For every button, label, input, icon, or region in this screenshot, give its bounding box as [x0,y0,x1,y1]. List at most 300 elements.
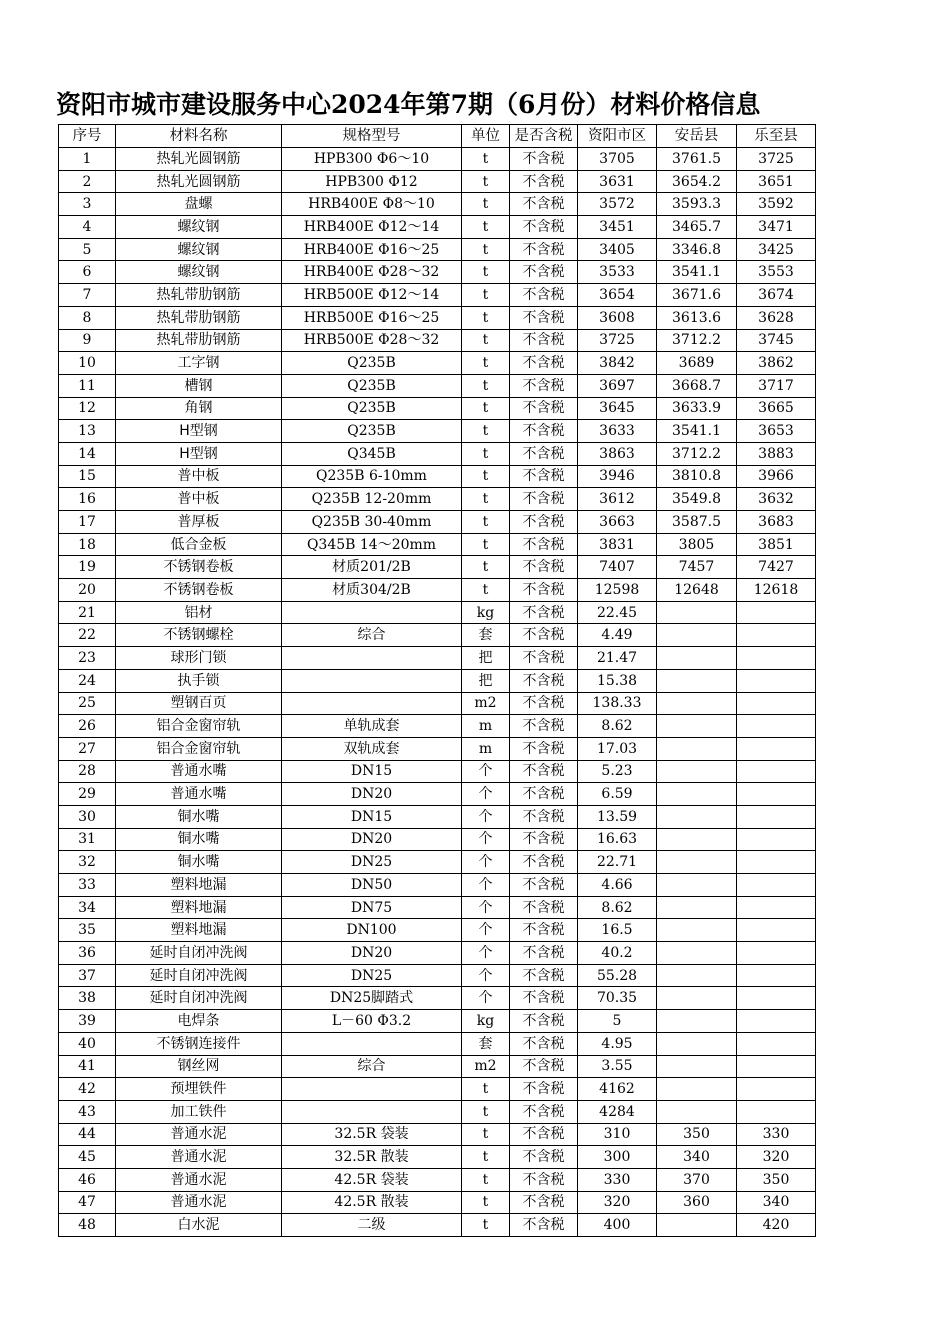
table-row [59,692,816,715]
cell-lezhi-price [737,783,816,806]
cell-lezhi-price: 330 [737,1123,816,1146]
table-row [59,715,816,738]
cell-ziyang-price: 8.62 [578,896,657,919]
cell-material-name: 铜水嘴 [116,805,282,828]
cell-anyue-price [657,1214,737,1237]
cell-ziyang-price: 7407 [578,556,657,579]
cell-ziyang-price: 3645 [578,397,657,420]
cell-spec: Q235B [282,374,462,397]
cell-spec: Q235B [282,352,462,375]
cell-unit: t [462,397,510,420]
table-row [59,1055,816,1078]
cell-tax: 不含税 [510,828,578,851]
cell-index: 25 [59,692,116,715]
cell-tax: 不含税 [510,511,578,534]
cell-anyue-price: 3805 [657,533,737,556]
table-row [59,1146,816,1169]
cell-ziyang-price: 400 [578,1214,657,1237]
table-row [59,1191,816,1214]
cell-unit: 套 [462,1032,510,1055]
cell-tax: 不含税 [510,624,578,647]
cell-material-name: 普通水泥 [116,1123,282,1146]
cell-unit: 个 [462,942,510,965]
cell-unit: t [462,193,510,216]
cell-anyue-price [657,828,737,851]
table-row [59,828,816,851]
table-row [59,874,816,897]
cell-anyue-price [657,1032,737,1055]
cell-material-name: 普中板 [116,488,282,511]
cell-ziyang-price: 3612 [578,488,657,511]
cell-tax: 不含税 [510,715,578,738]
table-row [59,420,816,443]
cell-lezhi-price: 3966 [737,465,816,488]
cell-material-name: 普通水泥 [116,1168,282,1191]
cell-spec: HRB400E Φ8～10 [282,193,462,216]
table-row [59,374,816,397]
cell-tax: 不含税 [510,874,578,897]
cell-index: 17 [59,511,116,534]
table-row [59,533,816,556]
cell-lezhi-price: 350 [737,1168,816,1191]
cell-index: 32 [59,851,116,874]
header-index: 序号 [59,125,116,148]
cell-ziyang-price: 70.35 [578,987,657,1010]
cell-tax: 不含税 [510,533,578,556]
table-row [59,760,816,783]
cell-index: 34 [59,896,116,919]
cell-tax: 不含税 [510,148,578,171]
cell-unit: t [462,533,510,556]
cell-index: 36 [59,942,116,965]
cell-material-name: 热轧带肋钢筋 [116,329,282,352]
cell-material-name: 塑钢百页 [116,692,282,715]
cell-ziyang-price: 22.71 [578,851,657,874]
cell-anyue-price: 7457 [657,556,737,579]
cell-index: 48 [59,1214,116,1237]
cell-tax: 不含税 [510,374,578,397]
cell-unit: t [462,1168,510,1191]
cell-tax: 不含税 [510,805,578,828]
cell-index: 43 [59,1100,116,1123]
table-row [59,624,816,647]
cell-tax: 不含税 [510,329,578,352]
cell-anyue-price: 3541.1 [657,261,737,284]
cell-lezhi-price [737,987,816,1010]
cell-lezhi-price [737,760,816,783]
cell-index: 7 [59,284,116,307]
header-anyue-price: 安岳县 [657,125,737,148]
cell-anyue-price: 3810.8 [657,465,737,488]
cell-lezhi-price: 3632 [737,488,816,511]
cell-anyue-price [657,1010,737,1033]
cell-anyue-price: 3593.3 [657,193,737,216]
header-lezhi-price: 乐至县 [737,125,816,148]
cell-index: 40 [59,1032,116,1055]
cell-tax: 不含税 [510,896,578,919]
cell-spec: DN25脚踏式 [282,987,462,1010]
cell-material-name: H型钢 [116,442,282,465]
cell-spec: DN25 [282,851,462,874]
cell-ziyang-price: 3725 [578,329,657,352]
table-row [59,1100,816,1123]
cell-lezhi-price [737,896,816,919]
cell-spec: DN100 [282,919,462,942]
cell-tax: 不含税 [510,465,578,488]
table-row [59,964,816,987]
cell-index: 38 [59,987,116,1010]
table-row [59,1214,816,1237]
cell-spec: DN15 [282,805,462,828]
cell-anyue-price [657,601,737,624]
cell-material-name: 螺纹钢 [116,261,282,284]
cell-material-name: 铜水嘴 [116,828,282,851]
cell-unit: kg [462,601,510,624]
table-row [59,737,816,760]
cell-lezhi-price [737,1078,816,1101]
table-row [59,919,816,942]
cell-spec: 单轨成套 [282,715,462,738]
cell-spec: DN50 [282,874,462,897]
cell-material-name: 热轧带肋钢筋 [116,284,282,307]
cell-unit: t [462,1214,510,1237]
cell-tax: 不含税 [510,284,578,307]
cell-tax: 不含税 [510,1100,578,1123]
cell-index: 30 [59,805,116,828]
cell-unit: 个 [462,964,510,987]
table-row [59,556,816,579]
cell-index: 22 [59,624,116,647]
cell-index: 37 [59,964,116,987]
cell-ziyang-price: 3842 [578,352,657,375]
cell-lezhi-price: 3653 [737,420,816,443]
cell-spec: L－60 Φ3.2 [282,1010,462,1033]
cell-index: 41 [59,1055,116,1078]
cell-material-name: 普通水嘴 [116,783,282,806]
table-row [59,170,816,193]
cell-index: 44 [59,1123,116,1146]
cell-anyue-price: 3668.7 [657,374,737,397]
cell-spec: DN25 [282,964,462,987]
cell-lezhi-price [737,647,816,670]
cell-lezhi-price: 3683 [737,511,816,534]
cell-index: 8 [59,306,116,329]
cell-material-name: 白水泥 [116,1214,282,1237]
cell-ziyang-price: 4.66 [578,874,657,897]
cell-material-name: 普通水嘴 [116,760,282,783]
cell-material-name: 不锈钢卷板 [116,556,282,579]
cell-material-name: 加工铁件 [116,1100,282,1123]
cell-anyue-price: 340 [657,1146,737,1169]
cell-material-name: 不锈钢螺栓 [116,624,282,647]
cell-anyue-price: 3633.9 [657,397,737,420]
cell-spec: Q235B 30-40mm [282,511,462,534]
cell-unit: t [462,1123,510,1146]
cell-index: 42 [59,1078,116,1101]
cell-tax: 不含税 [510,987,578,1010]
cell-anyue-price: 3613.6 [657,306,737,329]
cell-index: 47 [59,1191,116,1214]
cell-tax: 不含税 [510,692,578,715]
cell-ziyang-price: 138.33 [578,692,657,715]
cell-unit: t [462,238,510,261]
cell-anyue-price [657,1078,737,1101]
cell-material-name: 不锈钢卷板 [116,579,282,602]
cell-tax: 不含税 [510,647,578,670]
cell-spec: HRB500E Φ16～25 [282,306,462,329]
cell-ziyang-price: 3.55 [578,1055,657,1078]
cell-unit: 个 [462,828,510,851]
cell-ziyang-price: 3631 [578,170,657,193]
cell-unit: t [462,1078,510,1101]
cell-material-name: 螺纹钢 [116,216,282,239]
cell-lezhi-price [737,851,816,874]
cell-unit: 个 [462,987,510,1010]
cell-lezhi-price: 3592 [737,193,816,216]
cell-ziyang-price: 310 [578,1123,657,1146]
table-row [59,148,816,171]
cell-spec [282,1100,462,1123]
cell-lezhi-price [737,942,816,965]
table-row [59,442,816,465]
cell-ziyang-price: 16.63 [578,828,657,851]
cell-tax: 不含税 [510,783,578,806]
cell-anyue-price [657,692,737,715]
cell-lezhi-price: 3851 [737,533,816,556]
cell-tax: 不含税 [510,193,578,216]
cell-material-name: 铝合金窗帘轨 [116,737,282,760]
cell-unit: 个 [462,896,510,919]
cell-tax: 不含税 [510,942,578,965]
table-row [59,1010,816,1033]
cell-tax: 不含税 [510,760,578,783]
cell-index: 12 [59,397,116,420]
cell-anyue-price [657,964,737,987]
cell-tax: 不含税 [510,488,578,511]
table-row [59,601,816,624]
cell-ziyang-price: 3633 [578,420,657,443]
cell-spec: Q235B 6-10mm [282,465,462,488]
cell-spec [282,647,462,670]
table-row [59,942,816,965]
cell-unit: 套 [462,624,510,647]
table-row [59,1032,816,1055]
cell-unit: t [462,1191,510,1214]
cell-index: 6 [59,261,116,284]
cell-lezhi-price: 3425 [737,238,816,261]
cell-ziyang-price: 3831 [578,533,657,556]
cell-anyue-price: 3712.2 [657,329,737,352]
cell-anyue-price [657,987,737,1010]
header-unit: 单位 [462,125,510,148]
cell-lezhi-price: 3628 [737,306,816,329]
cell-unit: kg [462,1010,510,1033]
cell-spec: DN15 [282,760,462,783]
cell-index: 4 [59,216,116,239]
cell-tax: 不含税 [510,851,578,874]
table-row [59,579,816,602]
cell-lezhi-price [737,669,816,692]
cell-ziyang-price: 3863 [578,442,657,465]
cell-ziyang-price: 3705 [578,148,657,171]
cell-index: 5 [59,238,116,261]
cell-index: 13 [59,420,116,443]
cell-index: 14 [59,442,116,465]
cell-ziyang-price: 13.59 [578,805,657,828]
cell-tax: 不含税 [510,306,578,329]
cell-spec: DN20 [282,828,462,851]
cell-anyue-price: 360 [657,1191,737,1214]
cell-anyue-price [657,737,737,760]
cell-index: 11 [59,374,116,397]
cell-lezhi-price: 3674 [737,284,816,307]
cell-unit: 个 [462,874,510,897]
cell-spec: HRB400E Φ28～32 [282,261,462,284]
cell-unit: 个 [462,760,510,783]
cell-ziyang-price: 3654 [578,284,657,307]
cell-anyue-price: 3549.8 [657,488,737,511]
cell-unit: t [462,284,510,307]
cell-material-name: 热轧带肋钢筋 [116,306,282,329]
cell-material-name: 塑料地漏 [116,874,282,897]
cell-material-name: 工字钢 [116,352,282,375]
cell-ziyang-price: 6.59 [578,783,657,806]
header-material-name: 材料名称 [116,125,282,148]
cell-material-name: 螺纹钢 [116,238,282,261]
cell-unit: t [462,329,510,352]
cell-ziyang-price: 4162 [578,1078,657,1101]
cell-lezhi-price: 3883 [737,442,816,465]
cell-spec: 材质304/2B [282,579,462,602]
cell-unit: 个 [462,783,510,806]
cell-unit: 个 [462,851,510,874]
cell-spec: 42.5R 袋装 [282,1168,462,1191]
cell-material-name: H型钢 [116,420,282,443]
cell-anyue-price: 3761.5 [657,148,737,171]
cell-lezhi-price: 320 [737,1146,816,1169]
cell-anyue-price [657,715,737,738]
cell-spec: 二级 [282,1214,462,1237]
cell-unit: t [462,465,510,488]
cell-anyue-price [657,760,737,783]
cell-index: 46 [59,1168,116,1191]
cell-ziyang-price: 330 [578,1168,657,1191]
cell-unit: t [462,374,510,397]
cell-spec [282,1078,462,1101]
cell-material-name: 槽钢 [116,374,282,397]
cell-index: 27 [59,737,116,760]
cell-index: 9 [59,329,116,352]
cell-index: 18 [59,533,116,556]
cell-spec: HPB300 Φ12 [282,170,462,193]
cell-spec: Q345B [282,442,462,465]
cell-anyue-price [657,874,737,897]
cell-unit: t [462,170,510,193]
cell-lezhi-price: 12618 [737,579,816,602]
cell-ziyang-price: 300 [578,1146,657,1169]
table-row [59,647,816,670]
cell-lezhi-price: 7427 [737,556,816,579]
cell-index: 3 [59,193,116,216]
cell-tax: 不含税 [510,442,578,465]
table-row [59,1078,816,1101]
cell-ziyang-price: 40.2 [578,942,657,965]
cell-material-name: 铝合金窗帘轨 [116,715,282,738]
cell-material-name: 盘螺 [116,193,282,216]
cell-unit: m2 [462,692,510,715]
cell-lezhi-price [737,805,816,828]
cell-lezhi-price [737,874,816,897]
cell-lezhi-price [737,964,816,987]
cell-lezhi-price [737,601,816,624]
cell-tax: 不含税 [510,579,578,602]
cell-anyue-price: 3671.6 [657,284,737,307]
cell-tax: 不含税 [510,1146,578,1169]
cell-material-name: 电焊条 [116,1010,282,1033]
cell-spec: 综合 [282,624,462,647]
cell-spec: 综合 [282,1055,462,1078]
cell-spec: DN20 [282,783,462,806]
table-row [59,1168,816,1191]
cell-material-name: 普通水泥 [116,1191,282,1214]
cell-tax: 不含税 [510,1123,578,1146]
cell-index: 45 [59,1146,116,1169]
cell-lezhi-price: 3553 [737,261,816,284]
header-row [59,125,816,148]
cell-anyue-price [657,919,737,942]
cell-tax: 不含税 [510,397,578,420]
cell-unit: m2 [462,1055,510,1078]
table-row [59,465,816,488]
cell-unit: t [462,442,510,465]
cell-ziyang-price: 3572 [578,193,657,216]
cell-index: 24 [59,669,116,692]
cell-spec: HRB400E Φ12～14 [282,216,462,239]
cell-lezhi-price [737,715,816,738]
cell-tax: 不含税 [510,420,578,443]
cell-spec [282,1032,462,1055]
cell-spec: Q345B 14～20mm [282,533,462,556]
cell-spec: 32.5R 散装 [282,1146,462,1169]
cell-anyue-price: 3541.1 [657,420,737,443]
cell-lezhi-price: 3665 [737,397,816,420]
page-title: 资阳市城市建设服务中心2024年第7期（6月份）材料价格信息 [56,90,761,119]
header-ziyang-price: 资阳市区 [578,125,657,148]
cell-unit: 个 [462,805,510,828]
table-row [59,216,816,239]
cell-material-name: 普中板 [116,465,282,488]
cell-lezhi-price: 3862 [737,352,816,375]
cell-ziyang-price: 15.38 [578,669,657,692]
cell-unit: t [462,1100,510,1123]
table-row [59,397,816,420]
cell-material-name: 预埋铁件 [116,1078,282,1101]
cell-ziyang-price: 17.03 [578,737,657,760]
cell-tax: 不含税 [510,1168,578,1191]
cell-anyue-price [657,647,737,670]
cell-index: 29 [59,783,116,806]
cell-anyue-price [657,783,737,806]
cell-unit: 个 [462,919,510,942]
cell-material-name: 钢丝网 [116,1055,282,1078]
cell-tax: 不含税 [510,238,578,261]
cell-tax: 不含税 [510,170,578,193]
cell-ziyang-price: 3405 [578,238,657,261]
cell-lezhi-price: 3745 [737,329,816,352]
cell-index: 21 [59,601,116,624]
cell-unit: t [462,511,510,534]
cell-ziyang-price: 22.45 [578,601,657,624]
